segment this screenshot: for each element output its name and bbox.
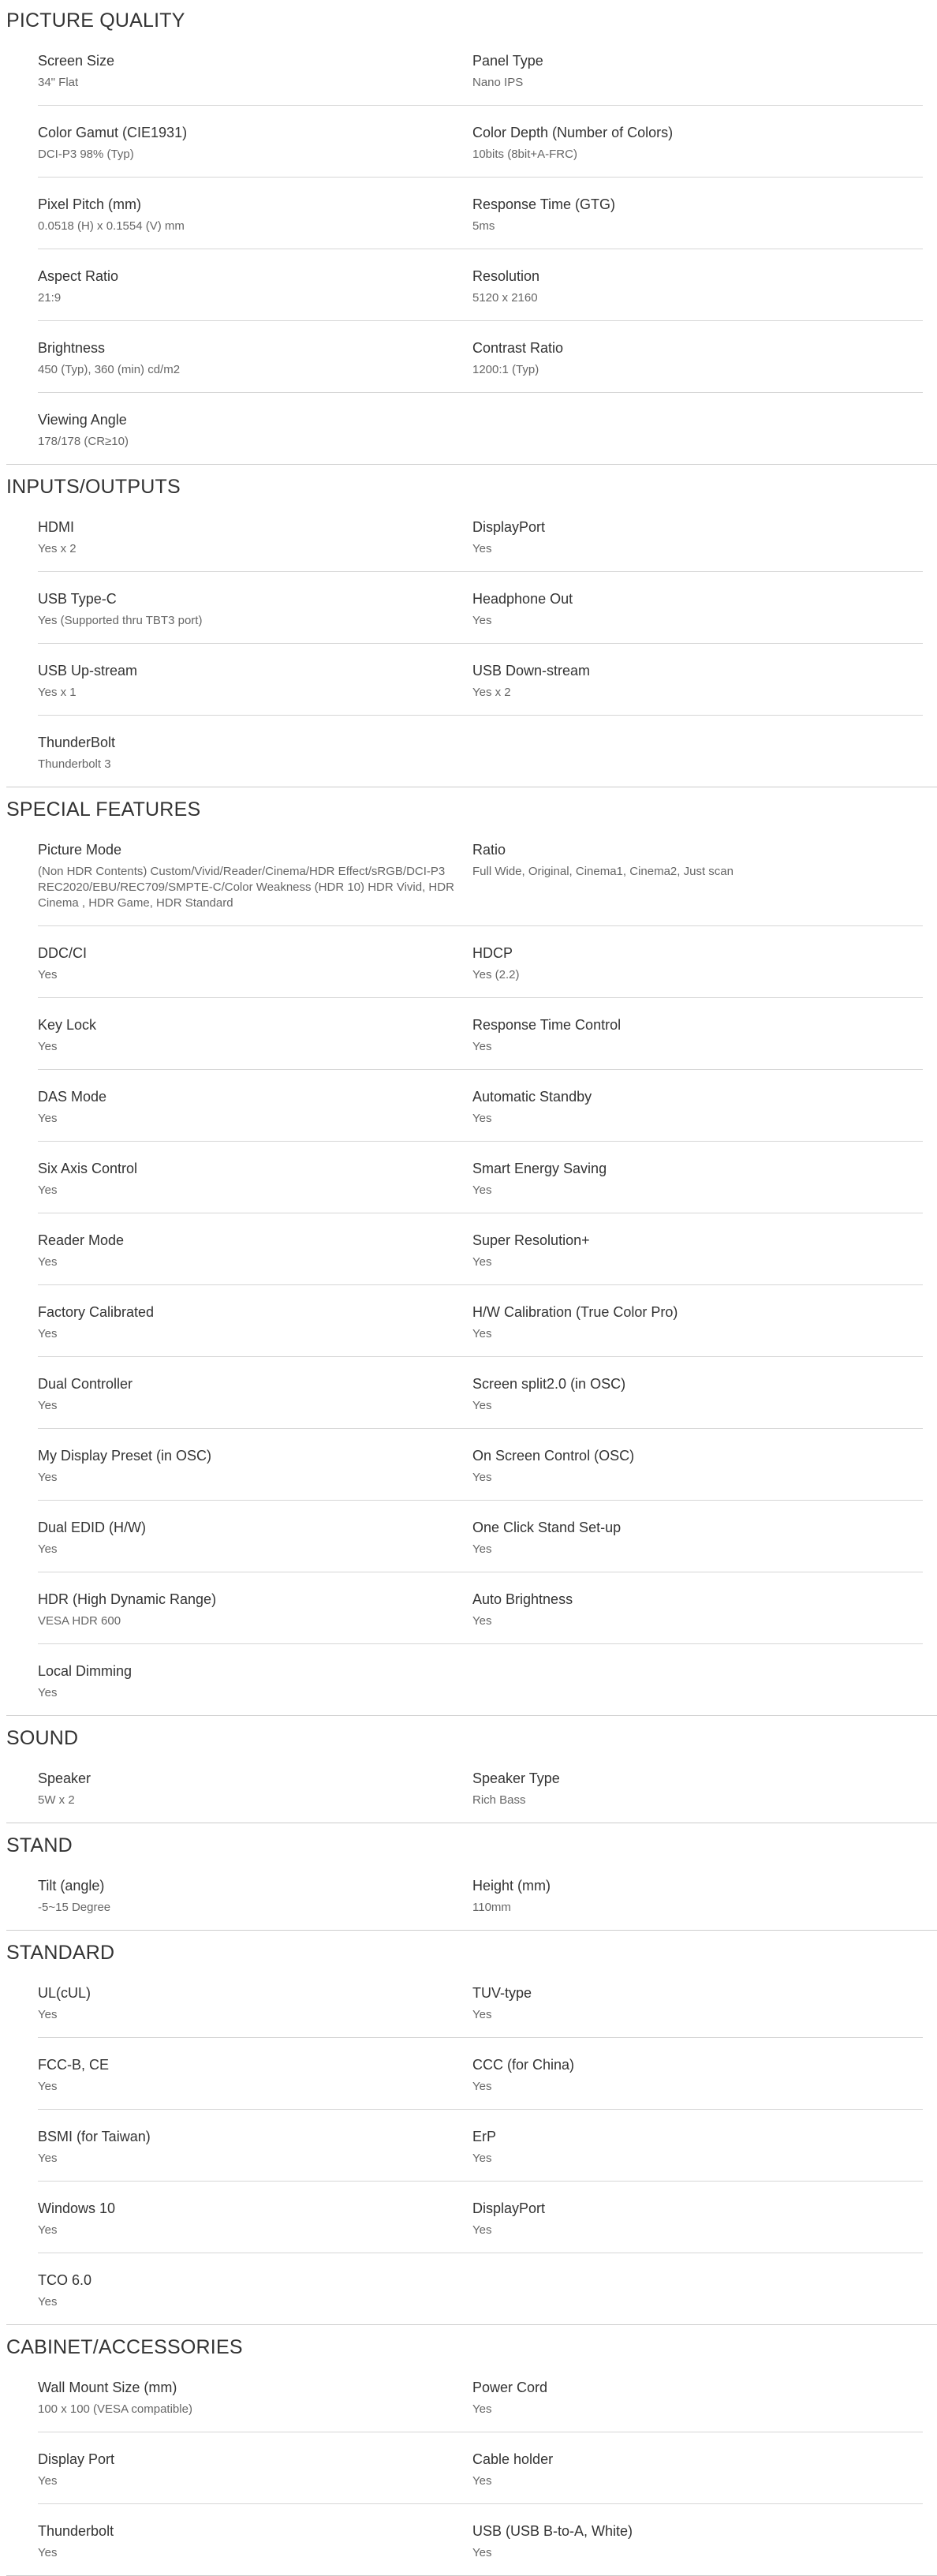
spec-item [38,2504,472,2575]
spec-item [38,1285,472,1356]
spec-rows [6,823,931,1715]
spec-item [38,2110,472,2181]
spec-label: HDR (High Dynamic Range) [38,1591,217,1607]
spec-label: UL(cUL) [38,1985,91,2001]
spec-item [472,1142,923,1213]
spec-value: Nano IPS [472,76,524,89]
spec-item [38,1644,472,1715]
spec-label: Dual Controller [38,1376,133,1392]
spec-item [472,572,923,643]
section-title: PICTURE QUALITY [6,9,185,32]
spec-item [472,2504,923,2575]
spec-row [38,2038,923,2110]
spec-section [6,465,931,787]
section-title: STANDARD [6,1942,115,1964]
spec-value: 21:9 [38,291,62,305]
spec-rows [6,1859,931,1930]
spec-value: Yes [38,1471,58,1484]
spec-label: DisplayPort [472,2200,546,2216]
spec-label: H/W Calibration (True Color Pro) [472,1304,678,1320]
spec-row [38,716,923,787]
spec-label: Picture Mode [38,842,122,858]
spec-value: Yes [38,2546,58,2559]
spec-value: Yes [472,614,492,627]
spec-item [38,1752,472,1823]
spec-item [38,1142,472,1213]
spec-item [472,2182,923,2253]
spec-label: USB Up-stream [38,663,138,679]
spec-label: Color Gamut (CIE1931) [38,125,188,140]
spec-label: Reader Mode [38,1232,125,1248]
spec-item [472,2110,923,2181]
spec-item [38,1572,472,1643]
spec-label: Pixel Pitch (mm) [38,196,142,212]
spec-row [38,500,923,572]
section-title: SOUND [6,1727,79,1749]
spec-label: USB Type-C [38,591,117,607]
spec-row [38,2110,923,2182]
spec-value: 5W x 2 [38,1793,75,1807]
spec-item [472,1357,923,1428]
spec-label: BSMI (for Taiwan) [38,2129,151,2144]
spec-row [38,1357,923,1429]
spec-label: Speaker [38,1770,91,1786]
spec-row [38,2253,923,2324]
spec-row [38,34,923,106]
spec-label: Smart Energy Saving [472,1161,607,1176]
spec-item [38,2253,472,2324]
spec-item [472,644,923,715]
spec-value: Yes [472,542,492,555]
spec-value: -5~15 Degree [38,1901,111,1914]
spec-value: DCI-P3 98% (Typ) [38,148,134,161]
spec-label: Screen split2.0 (in OSC) [472,1376,626,1392]
spec-value: Yes [472,1255,492,1269]
spec-section [6,2325,931,2576]
spec-rows [6,1966,931,2324]
section-title: SPECIAL FEATURES [6,798,201,821]
spec-label: Ratio [472,842,506,858]
spec-value: Yes [38,2080,58,2093]
spec-value: Yes [38,2152,58,2165]
spec-value: Yes [38,1542,58,1556]
spec-label: Power Cord [472,2380,548,2395]
spec-value: 5ms [472,219,495,233]
spec-value: Full Wide, Original, Cinema1, Cinema2, Just scan [472,865,734,878]
spec-item [38,106,472,177]
spec-value: Yes [472,2223,492,2237]
section-title: INPUTS/OUTPUTS [6,476,181,498]
spec-value: Yes [38,2295,58,2309]
spec-section [6,1716,931,1823]
spec-label: Thunderbolt [38,2523,114,2539]
spec-label: My Display Preset (in OSC) [38,1448,212,1464]
spec-item [472,1070,923,1141]
spec-item [38,2182,472,2253]
spec-section [6,787,931,1716]
spec-item [38,716,472,787]
section-title: CABINET/ACCESSORIES [6,2336,243,2358]
spec-row [38,926,923,998]
spec-row [38,1501,923,1572]
spec-label: Automatic Standby [472,1089,592,1105]
section-title: STAND [6,1834,73,1856]
spec-item [472,1859,923,1930]
spec-label: TCO 6.0 [38,2272,92,2288]
spec-value: 178/178 (CR≥10) [38,435,129,448]
spec-item [472,178,923,249]
spec-item [472,1501,923,1572]
spec-label: Response Time (GTG) [472,196,616,212]
spec-section [6,0,931,465]
spec-label: One Click Stand Set-up [472,1520,622,1535]
spec-value: Yes [472,2402,492,2416]
spec-row [38,2361,923,2432]
spec-label: Panel Type [472,53,543,69]
spec-row [38,1213,923,1285]
spec-value: Yes [38,1327,58,1340]
spec-row [38,178,923,249]
spec-label: Factory Calibrated [38,1304,155,1320]
spec-label: Six Axis Control [38,1161,138,1176]
spec-label: Windows 10 [38,2200,116,2216]
spec-label: Speaker Type [472,1770,560,1786]
spec-value: Thunderbolt 3 [38,757,111,771]
spec-item [472,1966,923,2037]
spec-row [38,998,923,1070]
spec-item [472,1213,923,1284]
spec-row [38,1070,923,1142]
spec-row [38,1572,923,1644]
spec-value: Yes [38,1183,58,1197]
spec-item [38,2432,472,2503]
spec-value: Yes [472,1040,492,1053]
spec-label: Response Time Control [472,1017,622,1033]
spec-row [38,393,923,464]
spec-row [38,1859,923,1930]
spec-item [472,249,923,320]
spec-section [6,1823,931,1931]
spec-value: Yes [472,1542,492,1556]
spec-label: Auto Brightness [472,1591,573,1607]
spec-value: Yes [38,968,58,981]
spec-value: Yes [38,1040,58,1053]
spec-row [38,1644,923,1715]
spec-row [38,2182,923,2253]
spec-value: Yes [472,1112,492,1125]
spec-value: Yes [472,1471,492,1484]
spec-label: Height (mm) [472,1878,551,1894]
spec-rows [6,500,931,787]
spec-label: FCC-B, CE [38,2057,109,2073]
spec-rows [6,1752,931,1823]
spec-item [38,1501,472,1572]
spec-item [38,178,472,249]
spec-label: CCC (for China) [472,2057,575,2073]
spec-item [472,2038,923,2109]
spec-item [38,823,472,925]
spec-value: Yes x 2 [38,542,77,555]
spec-item [38,926,472,997]
spec-value: VESA HDR 600 [38,1614,121,1628]
spec-item [38,34,472,105]
spec-value: 0.0518 (H) x 0.1554 (V) mm [38,219,185,233]
spec-value: Yes x 2 [472,686,511,699]
spec-item [38,998,472,1069]
spec-item [472,34,923,105]
spec-label: HDMI [38,519,74,535]
spec-item [472,2361,923,2432]
spec-label: DAS Mode [38,1089,107,1105]
spec-row [38,1752,923,1823]
spec-value: (Non HDR Contents) Custom/Vivid/Reader/Cinema/HDR Effect/sRGB/DCI-P3 REC2020/EBU/REC709/SMPTE-C/Color Weakness (HDR 10) HDR Vivid, HDR Cinema , HDR Game, HDR Standard [38,865,454,910]
spec-item [38,393,472,464]
spec-label: Local Dimming [38,1663,133,1679]
spec-row [38,823,923,926]
spec-value: Rich Bass [472,1793,526,1807]
spec-value: 5120 x 2160 [472,291,538,305]
spec-row [38,321,923,393]
spec-item [472,1752,923,1823]
spec-item [38,1429,472,1500]
spec-label: Contrast Ratio [472,340,564,356]
spec-rows [6,34,931,464]
spec-value: Yes [472,1327,492,1340]
spec-value: 100 x 100 (VESA compatible) [38,2402,192,2416]
spec-value: Yes (Supported thru TBT3 port) [38,614,203,627]
spec-label: ErP [472,2129,497,2144]
spec-item [472,1572,923,1643]
spec-item [472,500,923,571]
spec-item [38,1070,472,1141]
spec-value: 10bits (8bit+A-FRC) [472,148,577,161]
spec-item [38,321,472,392]
spec-label: Cable holder [472,2451,554,2467]
spec-item [472,2432,923,2503]
spec-value: 34" Flat [38,76,79,89]
spec-value: Yes (2.2) [472,968,520,981]
spec-value: Yes [472,2546,492,2559]
spec-item [38,644,472,715]
spec-item [38,500,472,571]
spec-item [38,1213,472,1284]
spec-label: Color Depth (Number of Colors) [472,125,674,140]
spec-value: Yes [38,1686,58,1699]
spec-value: Yes [38,1112,58,1125]
spec-item [38,1966,472,2037]
spec-value: Yes [472,2008,492,2021]
spec-label: Display Port [38,2451,115,2467]
spec-row [38,2432,923,2504]
spec-section [6,1931,931,2325]
spec-item [472,1285,923,1356]
spec-rows [6,2361,931,2575]
spec-value: Yes [472,2474,492,2488]
spec-row [38,2504,923,2575]
spec-label: ThunderBolt [38,735,116,750]
spec-item [472,998,923,1069]
spec-value: 1200:1 (Typ) [472,363,539,376]
spec-row [38,644,923,716]
spec-value: Yes x 1 [38,686,77,699]
spec-row [38,1285,923,1357]
spec-value: Yes [472,1614,492,1628]
spec-label: Wall Mount Size (mm) [38,2380,177,2395]
spec-row [38,106,923,178]
spec-value: 450 (Typ), 360 (min) cd/m2 [38,363,181,376]
spec-value: Yes [38,2223,58,2237]
spec-item [38,249,472,320]
spec-value: Yes [472,1399,492,1412]
spec-label: On Screen Control (OSC) [472,1448,635,1464]
spec-label: Resolution [472,268,540,284]
spec-label: DDC/CI [38,945,87,961]
spec-label: Headphone Out [472,591,573,607]
spec-item [472,321,923,392]
spec-row [38,572,923,644]
spec-value: Yes [38,1399,58,1412]
spec-label: HDCP [472,945,513,961]
spec-label: Screen Size [38,53,115,69]
spec-value: Yes [38,1255,58,1269]
spec-row [38,249,923,321]
spec-label: Aspect Ratio [38,268,119,284]
spec-row [38,1142,923,1213]
spec-label: DisplayPort [472,519,546,535]
spec-row [38,1966,923,2038]
spec-value: Yes [472,2152,492,2165]
spec-item [38,2361,472,2432]
spec-item [38,1859,472,1930]
spec-label: USB (USB B-to-A, White) [472,2523,633,2539]
spec-item [472,1429,923,1500]
spec-value: Yes [38,2008,58,2021]
spec-label: Brightness [38,340,106,356]
spec-row [38,1429,923,1501]
spec-item [472,926,923,997]
spec-label: Tilt (angle) [38,1878,105,1894]
spec-label: USB Down-stream [472,663,591,679]
spec-label: Key Lock [38,1017,97,1033]
spec-item [38,572,472,643]
spec-item [38,2038,472,2109]
spec-label: Viewing Angle [38,412,127,428]
spec-label: Super Resolution+ [472,1232,590,1248]
spec-value: Yes [472,2080,492,2093]
spec-label: Dual EDID (H/W) [38,1520,147,1535]
spec-value: 110mm [472,1901,511,1914]
spec-label: TUV-type [472,1985,532,2001]
spec-item [472,106,923,177]
spec-value: Yes [472,1183,492,1197]
spec-value: Yes [38,2474,58,2488]
spec-item [38,1357,472,1428]
spec-item [472,823,923,925]
